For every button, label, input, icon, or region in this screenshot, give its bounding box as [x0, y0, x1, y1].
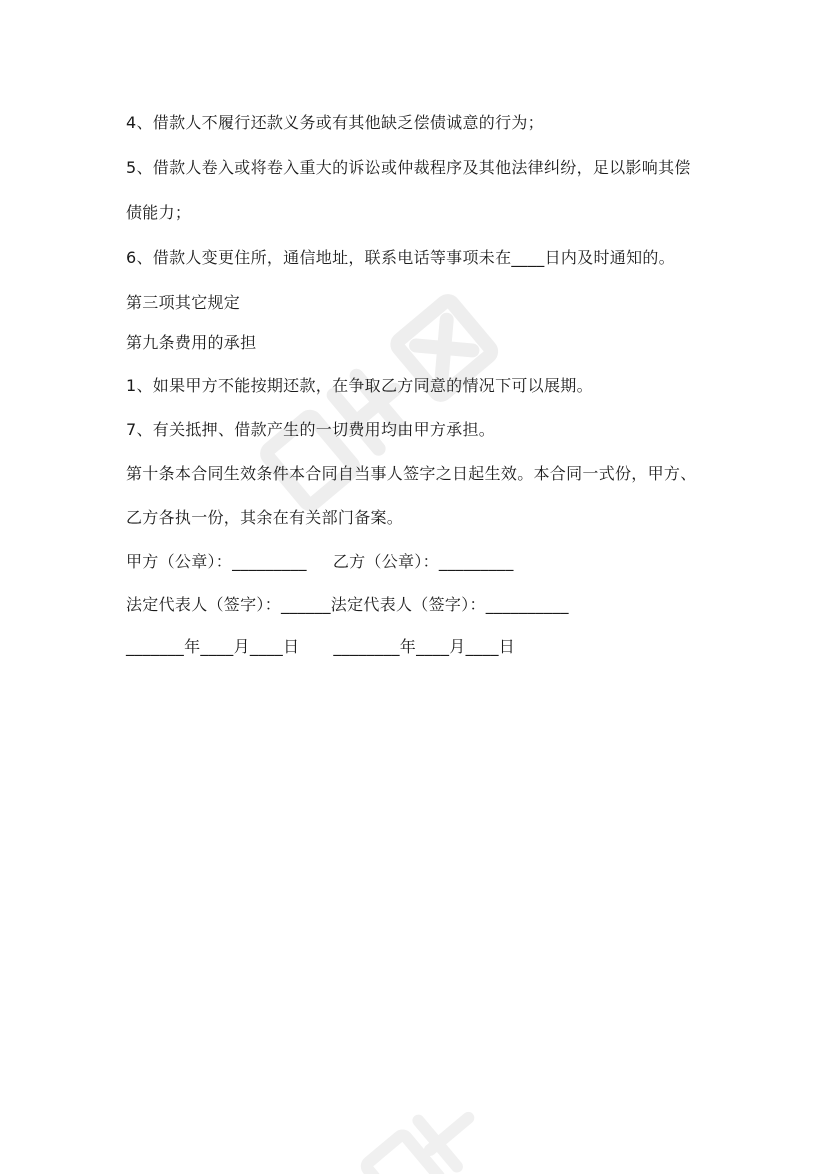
date-row: [126, 637, 515, 657]
legal-representative-row: 法定代表人（签字）：______法定代表人（签字）：__________: [126, 595, 569, 614]
article-nine-item-1: 1、如果甲方不能按期还款，在争取乙方同意的情况下可以展期。: [126, 376, 593, 395]
party-a-date-field: _______年____月____日: [126, 637, 300, 656]
party-b-date-field: ________年____月____日: [333, 637, 516, 656]
party-a-seal-field: 甲方（公章）：_________: [126, 552, 307, 571]
clause-item-4: 4、借款人不履行还款义务或有其他缺乏偿债诚意的行为；: [126, 113, 544, 132]
clause-item-5-continued: 债能力；: [126, 203, 192, 222]
article-nine-item-7: 7、有关抵押、借款产生的一切费用均由甲方承担。: [126, 420, 496, 439]
watermark-logo-bottom: [330, 1080, 530, 1174]
article-nine-heading: 第九条费用的承担: [126, 333, 257, 352]
clause-item-5: 5、借款人卷入或将卷入重大的诉讼或仲裁程序及其他法律纠纷，足以影响其偿: [126, 158, 691, 177]
article-ten-text-continued: 乙方各执一份，其余在有关部门备案。: [126, 508, 404, 527]
seal-signature-row: [126, 552, 514, 572]
article-ten-text: 第十条本合同生效条件本合同自当事人签字之日起生效。本合同一式份，甲方、: [126, 464, 697, 483]
section-heading-other-provisions: 第三项其它规定: [126, 293, 241, 312]
clause-item-6: 6、借款人变更住所，通信地址，联系电话等事项未在____日内及时通知的。: [126, 248, 675, 267]
party-b-seal-field: 乙方（公章）：_________: [332, 552, 514, 571]
watermark-logo: [230, 270, 550, 530]
